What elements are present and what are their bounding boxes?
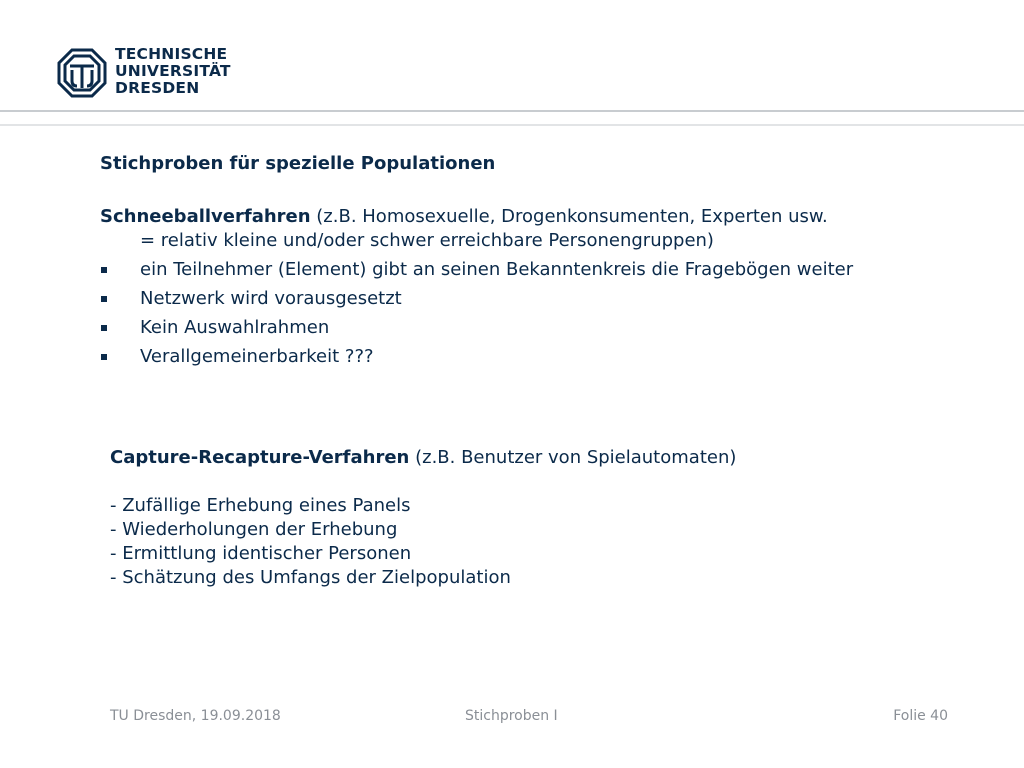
- snowball-paragraph: [100, 205, 940, 252]
- snowball-text: (z.B. Homosexuelle, Drogenkonsumenten, Experten usw.: [310, 206, 828, 227]
- logo-line-3: DRESDEN: [115, 79, 200, 97]
- logo-wordmark: [115, 46, 231, 97]
- footer-title: Stichproben I: [465, 708, 558, 724]
- logo-line-2: UNIVERSITÄT: [115, 62, 231, 80]
- snowball-term: Schneeballverfahren: [100, 206, 311, 227]
- footer-date: TU Dresden, 19.09.2018: [110, 708, 281, 724]
- capture-heading-line: [110, 446, 736, 470]
- list-item: - Zufällige Erhebung eines Panels: [110, 495, 411, 516]
- header-divider: [0, 110, 1024, 112]
- list-item: Verallgemeinerbarkeit ???: [100, 345, 940, 369]
- snowball-continuation: = relativ kleine und/oder schwer erreichbare Personengruppen): [140, 229, 714, 251]
- capture-term: Capture-Recapture-Verfahren: [110, 447, 410, 468]
- header-divider-secondary: [0, 124, 1024, 126]
- list-item: - Wiederholungen der Erhebung: [110, 519, 398, 540]
- list-item: ein Teilnehmer (Element) gibt an seinen Bekanntenkreis die Fragebögen weiter: [100, 258, 940, 282]
- tu-dresden-emblem-icon: [57, 48, 107, 98]
- section-spacer: [110, 470, 736, 494]
- capture-recapture-section: [110, 446, 736, 590]
- list-item: Netzwerk wird vorausgesetzt: [100, 287, 940, 311]
- list-item: - Schätzung des Umfangs der Zielpopulation: [110, 567, 511, 588]
- logo-line-1: TECHNISCHE: [115, 45, 228, 63]
- tu-dresden-logo: [57, 45, 231, 100]
- list-item: - Ermittlung identischer Personen: [110, 543, 412, 564]
- capture-text: (z.B. Benutzer von Spielautomaten): [409, 447, 737, 468]
- slide-heading: Stichproben für spezielle Populationen: [100, 153, 496, 174]
- snowball-bullet-list: [100, 258, 940, 374]
- list-item: Kein Auswahlrahmen: [100, 316, 940, 340]
- footer-slide-number: Folie 40: [893, 708, 948, 724]
